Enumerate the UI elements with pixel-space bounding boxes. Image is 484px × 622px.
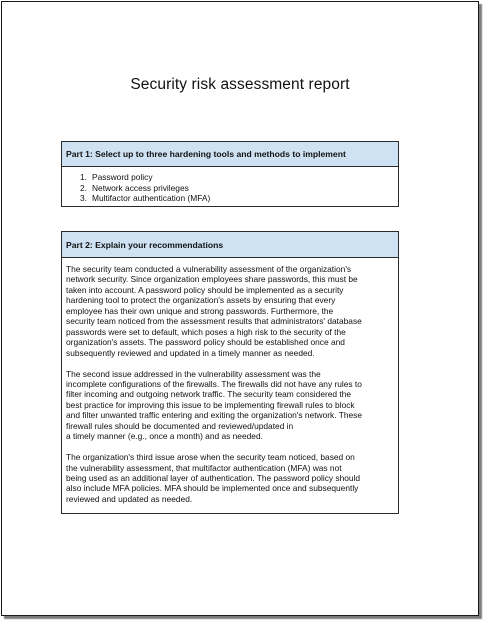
list-item-number: 3.: [80, 193, 87, 204]
list-item-text: Password policy: [92, 172, 153, 182]
paragraph-line: best practice for improving this issue to be implementing firewall rules to block: [66, 399, 355, 410]
paragraph-line: subsequently reviewed and updated in a timely manner as needed.: [66, 347, 315, 358]
paragraph-line: The organization's third issue arose when the security team noticed, based on: [66, 452, 355, 463]
paragraph-line: also include MFA policies. MFA should be implemented once and subsequently: [66, 483, 359, 494]
paragraph-line: The second issue addressed in the vulnerability assessment was the: [66, 368, 321, 379]
paragraph-line: organization's assets. The password policy should be established once and: [66, 337, 345, 348]
paragraph-line: firewall rules should be documented and reviewed/updated in: [66, 420, 294, 431]
list-item: [62, 183, 398, 194]
list-item-text: Network access privileges: [92, 182, 189, 193]
paragraph-line: hardening tool to protect the organization's assets by ensuring that every: [66, 295, 336, 306]
list-item-number: 2.: [80, 182, 87, 193]
document-page: [1, 1, 479, 616]
paragraph-line: security team noticed from the assessment results that administrators' database: [66, 316, 362, 327]
paragraph-line: reviewed and updated as needed.: [66, 493, 193, 504]
list-item: [62, 193, 398, 204]
list-item-number: 1.: [80, 172, 87, 182]
paragraph-line: filter incoming and outgoing network traffic. The security team considered the: [66, 389, 352, 400]
paragraph-line: The security team conducted a vulnerability assessment of the organization's: [66, 264, 352, 274]
paragraph-line: incomplete configurations of the firewalls. The firewalls did not have any rules to: [66, 378, 362, 389]
hardening-tools-list: [62, 167, 398, 204]
list-item-text: Multifactor authentication (MFA): [92, 193, 211, 204]
recommendation-paragraph: [66, 452, 394, 504]
list-item: [62, 172, 398, 183]
paragraph-line: passwords were set to default, which poses a high risk to the security of the: [66, 326, 346, 337]
part1-table: [61, 141, 399, 207]
paragraph-line: a timely manner (e.g., once a month) and as needed.: [66, 431, 263, 442]
recommendation-paragraph: [66, 369, 394, 442]
recommendation-paragraph: [66, 264, 394, 358]
part1-heading: Part 1: Select up to three hardening tools and methods to implement: [62, 142, 398, 167]
paragraph-line: being used as an additional layer of authentication. The password policy should: [66, 473, 361, 484]
part2-table: [61, 231, 399, 514]
paragraph-line: employee has their own unique and strong passwords. Furthermore, the: [66, 305, 334, 316]
recommendations-body: [62, 258, 398, 504]
document-title: Security risk assessment report: [130, 76, 350, 93]
part2-heading: Part 2: Explain your recommendations: [62, 232, 398, 258]
paragraph-line: the vulnerability assessment, that multifactor authentication (MFA) was not: [66, 462, 342, 473]
paragraph-line: network security. Since organization employees share passwords, this must be: [66, 274, 358, 285]
paragraph-line: taken into account. A password policy should be implemented as a security: [66, 284, 344, 295]
paragraph-line: and filter unwanted traffic entering and exiting the organization's network. These: [66, 410, 362, 421]
